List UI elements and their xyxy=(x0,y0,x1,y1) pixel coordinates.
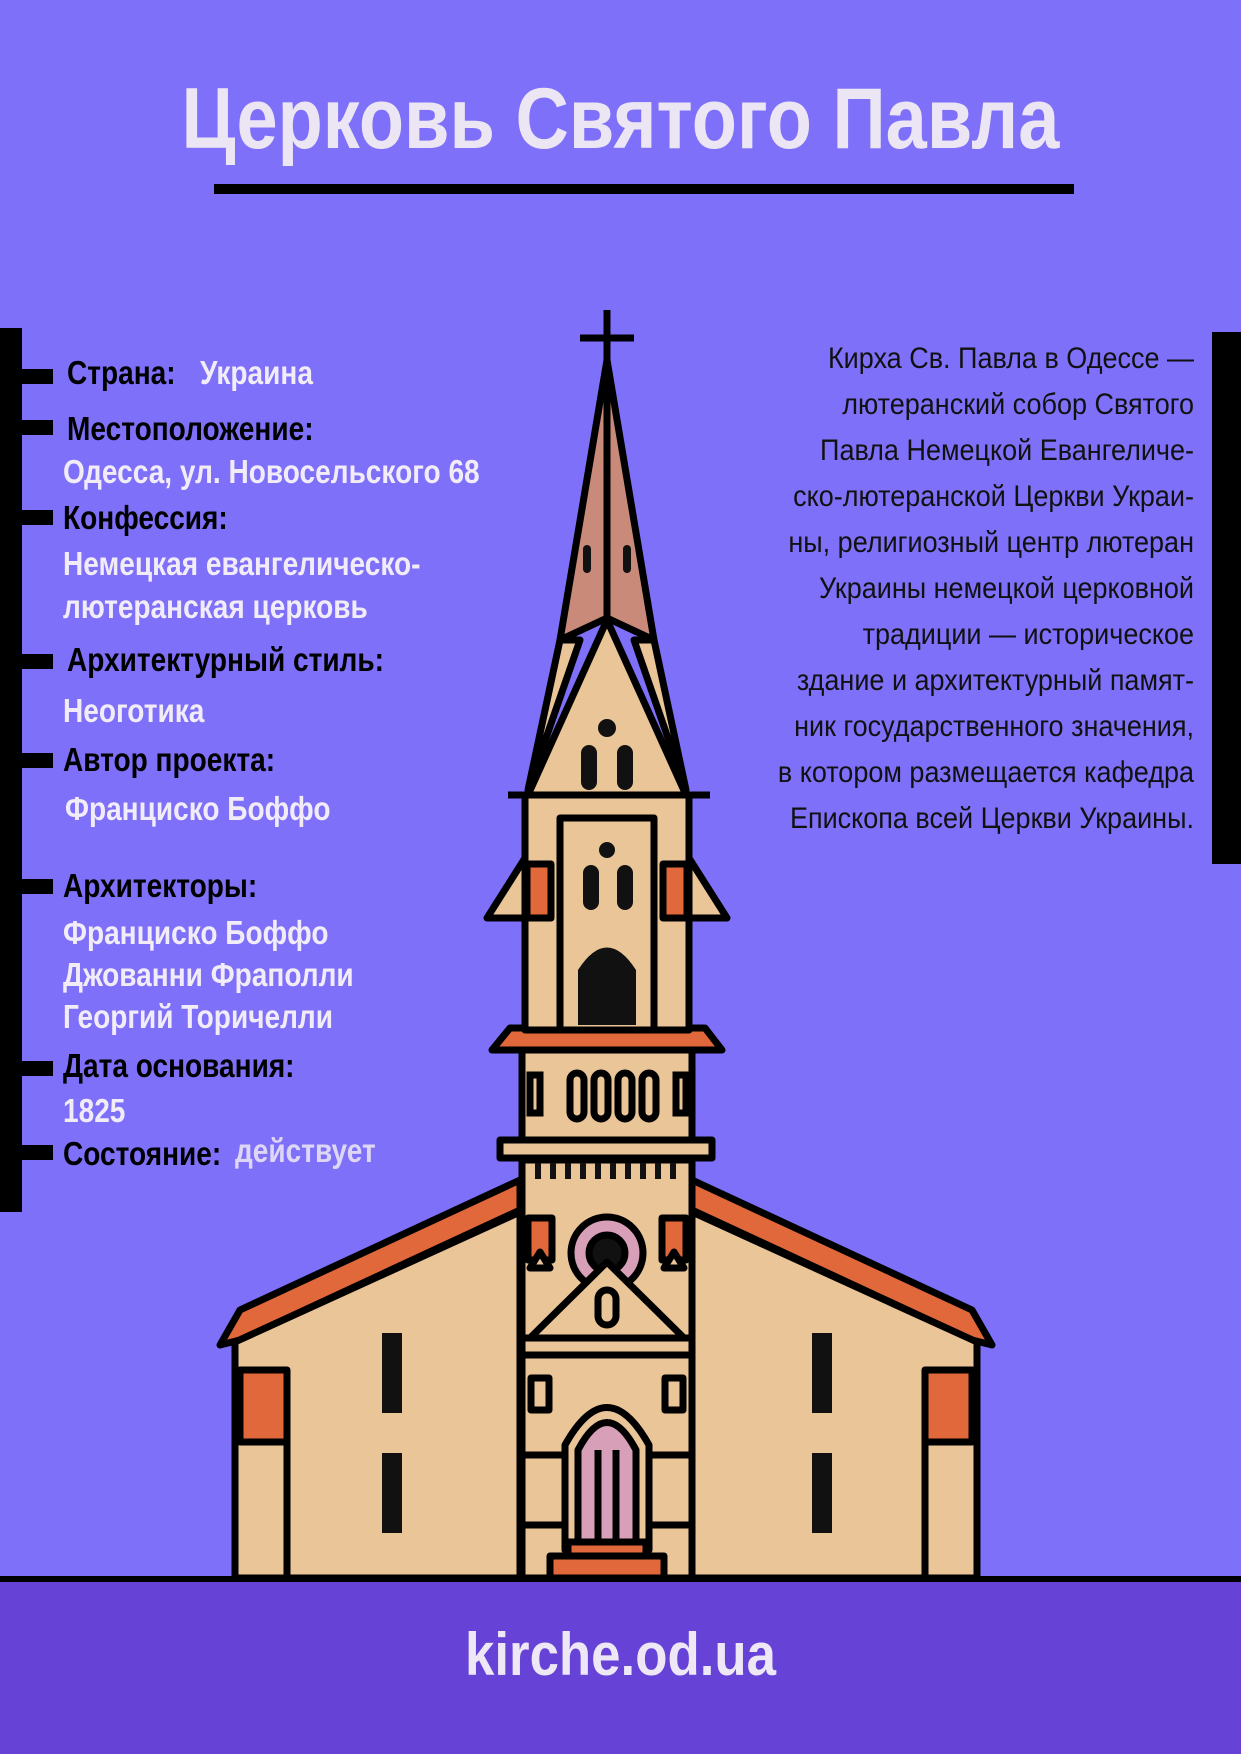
description-line: ско-лютеранской Церкви Украи- xyxy=(793,480,1194,513)
description-line: Епископа всей Церкви Украины. xyxy=(789,802,1194,835)
founded-label: Дата основания: xyxy=(63,1047,295,1084)
location-value: Одесса, ул. Новосельского 68 xyxy=(63,453,480,490)
confession-label: Конфессия: xyxy=(63,499,228,536)
style-value: Неоготика xyxy=(63,692,205,729)
location-label: Местоположение: xyxy=(67,410,314,447)
architects-label: Архитекторы: xyxy=(63,867,258,904)
author-label: Автор проекта: xyxy=(63,741,276,778)
description-line: Кирха Св. Павла в Одессе — xyxy=(827,342,1194,375)
confession-value-line1: Немецкая евангелическо- xyxy=(63,545,421,582)
country-value: Украина xyxy=(200,354,313,391)
architect-item: Георгий Торичелли xyxy=(63,998,333,1035)
description-line: лютеранский собор Святого xyxy=(842,388,1194,421)
architect-item: Джованни Фраполли xyxy=(63,956,354,993)
country-label: Страна: xyxy=(67,354,176,391)
footer-url: kirche.od.ua xyxy=(464,1621,777,1688)
confession-value-line2: лютеранская церковь xyxy=(63,588,368,625)
status-label: Состояние: xyxy=(63,1135,222,1172)
page-title: Церковь Святого Павла xyxy=(181,71,1060,167)
description-line: Украины немецкой церковной xyxy=(818,572,1194,605)
style-label: Архитектурный стиль: xyxy=(67,641,384,678)
founded-value: 1825 xyxy=(63,1092,126,1129)
author-value: Франциско Боффо xyxy=(65,790,331,827)
description-line: ны, религиозный центр лютеран xyxy=(788,526,1194,559)
description-line: традиции — историческое xyxy=(862,618,1194,651)
status-value: действует xyxy=(235,1132,376,1169)
architect-item: Франциско Боффо xyxy=(63,914,329,951)
description-line: в котором размещается кафедра xyxy=(777,756,1194,789)
description-line: ник государственного значения, xyxy=(794,710,1194,743)
description-line: Павла Немецкой Евангеличе- xyxy=(820,434,1194,467)
description-line: здание и архитектурный памят- xyxy=(796,664,1194,697)
